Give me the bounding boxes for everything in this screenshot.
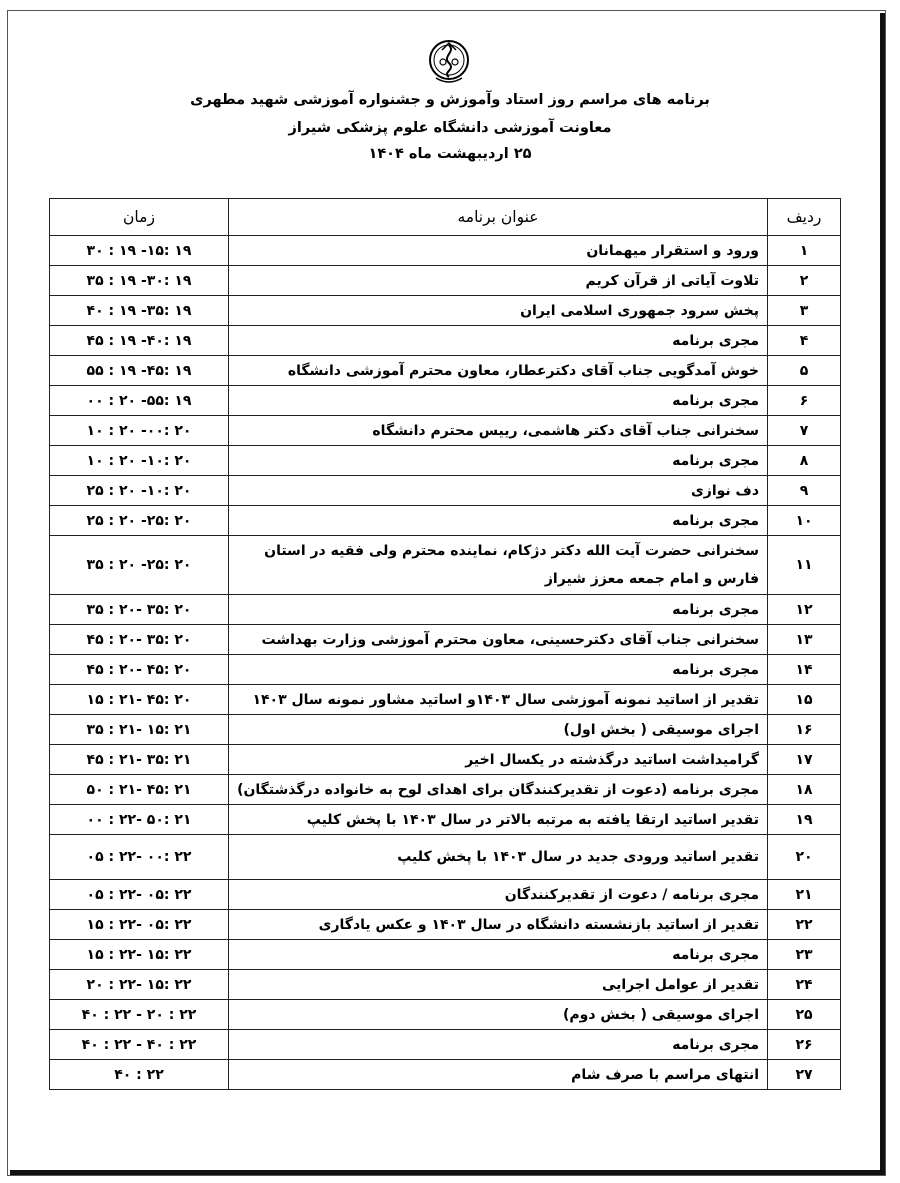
row-time: ۱۹ :۱۵- ۱۹ : ۳۰ [50,236,229,266]
row-index: ۳ [768,296,841,326]
table-row [50,880,841,910]
row-index: ۲۴ [768,970,841,1000]
row-time: ۲۰ :۴۵ -۲۰ : ۴۵ [50,655,229,685]
row-time: ۲۰ :۰۰- ۲۰ : ۱۰ [50,416,229,446]
row-time: ۱۹ :۳۰- ۱۹ : ۳۵ [50,266,229,296]
row-title: انتهای مراسم با صرف شام [229,1060,768,1090]
row-time: ۲۱ :۴۵ -۲۱ : ۵۰ [50,775,229,805]
row-index: ۲۰ [768,835,841,880]
row-title: تقدیر از عوامل اجرایی [229,970,768,1000]
row-title: مجری برنامه [229,386,768,416]
row-title: تقدیر از اساتید نمونه آموزشی سال ۱۴۰۳و اساتید مشاور نمونه سال ۱۴۰۳ [229,685,768,715]
row-title: گرامیداشت اساتید درگذشته در یکسال اخیر [229,745,768,775]
row-index: ۱۵ [768,685,841,715]
row-time: ۲۲ :۱۵ -۲۲ : ۱۵ [50,940,229,970]
row-index: ۲۷ [768,1060,841,1090]
row-title: مجری برنامه [229,326,768,356]
row-time: ۲۰ :۳۵ -۲۰ : ۳۵ [50,595,229,625]
row-index: ۱۲ [768,595,841,625]
row-time: ۲۲ :۰۰ -۲۲ : ۰۵ [50,835,229,880]
row-index: ۷ [768,416,841,446]
row-index: ۲۳ [768,940,841,970]
table-row [50,506,841,536]
row-title: مجری برنامه [229,446,768,476]
row-index: ۱۷ [768,745,841,775]
header-index: ردیف [768,199,841,236]
row-index: ۶ [768,386,841,416]
frame-shadow-right [880,13,885,1175]
row-index: ۹ [768,476,841,506]
row-index: ۴ [768,326,841,356]
row-time: ۲۰ :۲۵- ۲۰ : ۳۵ [50,536,229,595]
row-title: دف نوازی [229,476,768,506]
table-row [50,685,841,715]
row-title: مجری برنامه [229,940,768,970]
table-row [50,655,841,685]
table-row [50,296,841,326]
row-time: ۲۰ :۲۵- ۲۰ : ۲۵ [50,506,229,536]
row-time: ۲۱ :۵۰ -۲۲ : ۰۰ [50,805,229,835]
row-title: خوش آمدگویی جناب آقای دکترعطار، معاون محترم آموزشی دانشگاه [229,356,768,386]
row-title: اجرای موسیقی ( بخش اول) [229,715,768,745]
row-index: ۲ [768,266,841,296]
document-title: برنامه های مراسم روز استاد وآموزش و جشنواره آموزشی شهید مطهری [190,92,710,108]
table-row [50,536,841,595]
row-index: ۱۱ [768,536,841,595]
row-index: ۱۴ [768,655,841,685]
row-title: تلاوت آیاتی از قرآن کریم [229,266,768,296]
row-time: ۲۱ :۳۵ -۲۱ : ۴۵ [50,745,229,775]
row-index: ۱۹ [768,805,841,835]
table-row [50,416,841,446]
row-time: ۲۲ : ۴۰ [50,1060,229,1090]
row-time: ۲۰ :۴۵ -۲۱ : ۱۵ [50,685,229,715]
table-row [50,326,841,356]
row-time: ۲۰ :۱۰- ۲۰ : ۲۵ [50,476,229,506]
program-table [49,198,841,1090]
table-row [50,745,841,775]
row-index: ۲۶ [768,1030,841,1060]
row-index: ۱ [768,236,841,266]
table-row [50,715,841,745]
row-title: مجری برنامه [229,655,768,685]
row-time: ۲۲ : ۴۰ - ۲۲ : ۴۰ [50,1030,229,1060]
row-title: تقدیر اساتید ورودی جدید در سال ۱۴۰۳ با پخش کلیپ [229,835,768,880]
document-subtitle: معاونت آموزشی دانشگاه علوم پزشکی شیراز [288,120,612,136]
row-index: ۱۰ [768,506,841,536]
table-body [50,236,841,1090]
row-index: ۸ [768,446,841,476]
row-index: ۲۵ [768,1000,841,1030]
row-time: ۲۲ :۱۵ -۲۲ : ۲۰ [50,970,229,1000]
table-row [50,266,841,296]
table-row [50,835,841,880]
row-title: سخنرانی جناب آقای دکترحسینی، معاون محترم آموزشی وزارت بهداشت [229,625,768,655]
row-title: اجرای موسیقی ( بخش دوم) [229,1000,768,1030]
row-time: ۲۲ :۰۵ -۲۲ : ۰۵ [50,880,229,910]
row-index: ۲۱ [768,880,841,910]
table-row [50,236,841,266]
row-title: مجری برنامه / دعوت از تقدیرکنندگان [229,880,768,910]
row-time: ۲۲ : ۲۰ - ۲۲ : ۴۰ [50,1000,229,1030]
header-title: عنوان برنامه [229,199,768,236]
row-title: سخنرانی جناب آقای دکتر هاشمی، رییس محترم دانشگاه [229,416,768,446]
table-row [50,446,841,476]
table-header-row [50,199,841,236]
table-row [50,386,841,416]
row-title: مجری برنامه [229,506,768,536]
row-title: مجری برنامه [229,1030,768,1060]
row-title: پخش سرود جمهوری اسلامی ایران [229,296,768,326]
row-index: ۵ [768,356,841,386]
row-time: ۱۹ :۴۵- ۱۹ : ۵۵ [50,356,229,386]
row-title: تقدیر از اساتید بازنشسته دانشگاه در سال ۱۴۰۳ و عکس یادگاری [229,910,768,940]
row-index: ۱۶ [768,715,841,745]
row-time: ۲۰ :۱۰- ۲۰ : ۱۰ [50,446,229,476]
row-time: ۲۱ :۱۵ -۲۱ : ۳۵ [50,715,229,745]
row-time: ۱۹ :۵۵- ۲۰ : ۰۰ [50,386,229,416]
table-row [50,1060,841,1090]
row-index: ۱۸ [768,775,841,805]
table-row [50,625,841,655]
table-row [50,595,841,625]
frame-shadow-bottom [10,1170,885,1175]
row-title: تقدیر اساتید ارتقا یافته به مرتبه بالاتر در سال ۱۴۰۳ با پخش کلیپ [229,805,768,835]
document-date: ۲۵ اردیبهشت ماه ۱۴۰۴ [368,146,532,162]
university-emblem-icon [426,36,472,86]
row-index: ۱۳ [768,625,841,655]
row-title: سخنرانی حضرت آیت الله دکتر دژکام، نماینده محترم ولی فقیه در استان فارس و امام جمعه معزز شیراز [229,536,768,595]
table-row [50,1030,841,1060]
table-row [50,476,841,506]
row-index: ۲۲ [768,910,841,940]
table-row [50,970,841,1000]
row-time: ۱۹ :۴۰- ۱۹ : ۴۵ [50,326,229,356]
table-row [50,910,841,940]
table-row [50,1000,841,1030]
table-row [50,775,841,805]
row-time: ۲۲ :۰۵ -۲۲ : ۱۵ [50,910,229,940]
table-row [50,356,841,386]
row-title: مجری برنامه [229,595,768,625]
table-row [50,805,841,835]
table-row [50,940,841,970]
row-title: ورود و استقرار میهمانان [229,236,768,266]
header-time: زمان [50,199,229,236]
row-time: ۱۹ :۳۵- ۱۹ : ۴۰ [50,296,229,326]
row-title: مجری برنامه (دعوت از تقدیرکنندگان برای اهدای لوح به خانواده درگذشتگان) [229,775,768,805]
row-time: ۲۰ :۳۵ -۲۰ : ۴۵ [50,625,229,655]
